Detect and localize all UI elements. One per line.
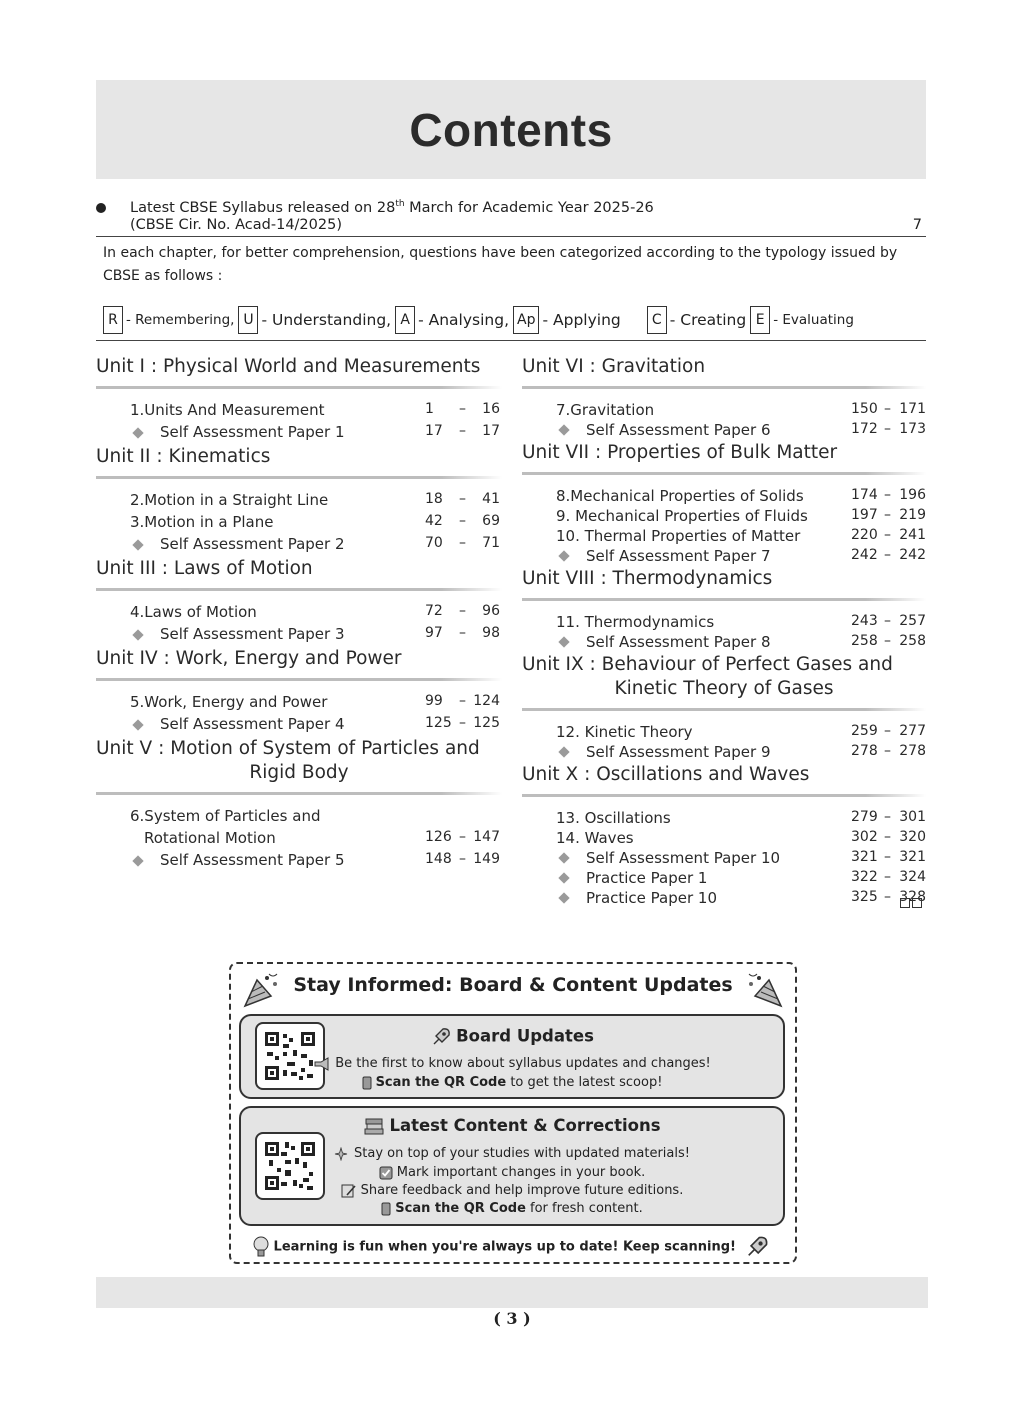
page-start: 302	[851, 829, 878, 845]
unit-divider	[96, 386, 502, 389]
page-start: 197	[851, 507, 878, 523]
page-range-dash: –	[459, 715, 466, 731]
typology-label: - Understanding,	[261, 311, 392, 329]
entry-title: Self Assessment Paper 10	[586, 849, 781, 867]
unit-block	[96, 355, 502, 445]
title-band	[96, 80, 926, 179]
page-range-dash: –	[459, 603, 466, 619]
diamond-bullet-icon	[558, 424, 569, 435]
sub-entry[interactable]	[522, 421, 926, 441]
unit-block	[522, 441, 926, 567]
page-end: 124	[473, 693, 500, 709]
unit-block	[96, 737, 502, 873]
page-start: 243	[851, 613, 878, 629]
page-range-dash: –	[884, 401, 891, 417]
chapter-entry[interactable]	[522, 809, 926, 829]
sub-entry[interactable]	[522, 889, 926, 909]
footer-band	[96, 1277, 928, 1308]
page-end: 16	[482, 401, 500, 417]
books-icon	[363, 1118, 385, 1136]
page-start: 279	[851, 809, 878, 825]
typology-item	[750, 306, 854, 334]
entry-title: Self Assessment Paper 3	[160, 625, 345, 643]
page-start: 148	[425, 851, 452, 867]
content-updates-line-1: Stay on top of your studies with updated materials!	[241, 1146, 783, 1161]
page-end: 17	[482, 423, 500, 439]
rocket-icon	[430, 1026, 452, 1048]
entry-title: 7.Gravitation	[556, 401, 655, 419]
page-end: 242	[899, 547, 926, 563]
page-end: 241	[899, 527, 926, 543]
page-end: 173	[899, 421, 926, 437]
chapter-entry[interactable]	[96, 513, 502, 535]
entry-title: 8.Mechanical Properties of Solids	[556, 487, 804, 505]
page-start: 321	[851, 849, 878, 865]
page-range-dash: –	[459, 693, 466, 709]
page-end: 328	[899, 889, 926, 905]
unit-block	[96, 445, 502, 557]
page-start: 18	[425, 491, 443, 507]
unit-heading: Unit X : Oscillations and Waves	[522, 764, 810, 785]
page-end: 71	[482, 535, 500, 551]
contents-column-left	[96, 355, 502, 873]
page-range-dash: –	[884, 829, 891, 845]
entry-title: Practice Paper 1	[586, 869, 708, 887]
diamond-bullet-icon	[132, 629, 143, 640]
page-start: 150	[851, 401, 878, 417]
page-start: 70	[425, 535, 443, 551]
entry-title: 10. Thermal Properties of Matter	[556, 527, 801, 545]
page-range-dash: –	[459, 535, 466, 551]
entry-title: 4.Laws of Motion	[130, 603, 257, 621]
entry-title: Practice Paper 10	[586, 889, 718, 907]
diamond-bullet-icon	[558, 892, 569, 903]
typology-item	[647, 306, 746, 334]
phone-icon	[362, 1076, 372, 1090]
diamond-bullet-icon	[558, 852, 569, 863]
content-updates-panel	[239, 1106, 785, 1226]
diamond-bullet-icon	[132, 539, 143, 550]
page-end: 301	[899, 809, 926, 825]
unit-block	[522, 355, 926, 441]
content-updates-heading: Latest Content & Corrections	[241, 1116, 783, 1136]
page-start: 174	[851, 487, 878, 503]
board-updates-panel	[239, 1014, 785, 1099]
page-end: 149	[473, 851, 500, 867]
page-start: 1	[425, 401, 434, 417]
entry-title: Self Assessment Paper 5	[160, 851, 345, 869]
typology-item	[238, 306, 391, 334]
page-end: 98	[482, 625, 500, 641]
diamond-bullet-icon	[558, 746, 569, 757]
content-updates-line-4: Scan the QR Code for fresh content.	[241, 1201, 783, 1216]
page-range-dash: –	[459, 491, 466, 507]
page-start: 278	[851, 743, 878, 759]
page-end: 196	[899, 487, 926, 503]
phone-icon	[381, 1202, 391, 1216]
board-updates-line-1: Be the first to know about syllabus updates and changes!	[241, 1056, 783, 1071]
page-range-dash: –	[884, 507, 891, 523]
page-end: 257	[899, 613, 926, 629]
diamond-bullet-icon	[558, 550, 569, 561]
page-end: 277	[899, 723, 926, 739]
divider	[96, 340, 926, 341]
unit-divider	[522, 598, 926, 601]
sparkles-icon	[334, 1147, 350, 1161]
page-start: 220	[851, 527, 878, 543]
unit-heading: Unit I : Physical World and Measurements	[96, 356, 481, 377]
typology-label: - Applying	[542, 311, 621, 329]
entry-title: Self Assessment Paper 9	[586, 743, 771, 761]
unit-divider	[522, 794, 926, 797]
sub-entry[interactable]	[522, 869, 926, 889]
unit-heading: Unit VII : Properties of Bulk Matter	[522, 442, 838, 463]
page-start: 242	[851, 547, 878, 563]
page-range-dash: –	[884, 633, 891, 649]
typology-label: - Evaluating	[773, 312, 854, 328]
page-start: 42	[425, 513, 443, 529]
page-start: 125	[425, 715, 452, 731]
chapter-entry[interactable]	[522, 401, 926, 421]
syllabus-line-2: (CBSE Cir. No. Acad-14/2025)	[130, 217, 342, 233]
page-start: 72	[425, 603, 443, 619]
updates-title: Stay Informed: Board & Content Updates	[293, 974, 733, 996]
light-bulb-icon	[252, 1235, 270, 1259]
unit-heading: Unit III : Laws of Motion	[96, 558, 313, 579]
page-range-dash: –	[459, 625, 466, 641]
entry-title: 2.Motion in a Straight Line	[130, 491, 329, 509]
updates-box	[229, 962, 797, 1264]
page-range-dash: –	[884, 889, 891, 905]
typology-code: Ap	[513, 306, 539, 334]
bullet-icon	[96, 203, 106, 213]
page-end: 324	[899, 869, 926, 885]
page-start: 126	[425, 829, 452, 845]
page-range-dash: –	[884, 527, 891, 543]
unit-block	[522, 567, 926, 653]
unit-block	[96, 647, 502, 737]
unit-divider	[522, 386, 926, 389]
end-mark-icon	[900, 898, 922, 908]
typology-code: E	[750, 306, 770, 334]
page-start: 97	[425, 625, 443, 641]
diamond-bullet-icon	[132, 719, 143, 730]
chapter-entry[interactable]	[522, 829, 926, 849]
typology-code: C	[647, 306, 667, 334]
typology-item	[103, 306, 234, 334]
typology-code: A	[395, 306, 415, 334]
entry-title: Self Assessment Paper 8	[586, 633, 771, 651]
megaphone-icon	[313, 1057, 331, 1071]
content-updates-line-2: Mark important changes in your book.	[241, 1165, 783, 1180]
rocket-icon	[744, 1234, 770, 1260]
page-start: 322	[851, 869, 878, 885]
board-updates-heading: Board Updates	[241, 1026, 783, 1048]
unit-divider	[96, 588, 502, 591]
page-range-dash: –	[884, 421, 891, 437]
page-end: 69	[482, 513, 500, 529]
sub-entry[interactable]	[96, 535, 502, 557]
chapter-entry[interactable]	[522, 723, 926, 743]
page-number: ( 3 )	[493, 1309, 531, 1328]
check-box-icon	[379, 1166, 393, 1180]
entry-title: Self Assessment Paper 6	[586, 421, 771, 439]
sub-entry[interactable]	[96, 851, 502, 873]
typology-label: - Analysing,	[418, 311, 510, 329]
syllabus-line-1: Latest CBSE Syllabus released on 28th March for Academic Year 2025-26	[130, 199, 654, 216]
memo-icon	[341, 1184, 357, 1198]
unit-divider	[522, 708, 926, 711]
chapter-entry[interactable]	[522, 527, 926, 547]
page-end: 278	[899, 743, 926, 759]
unit-divider	[96, 678, 502, 681]
page-range-dash: –	[884, 809, 891, 825]
divider	[96, 236, 926, 237]
page-range-dash: –	[459, 851, 466, 867]
page-end: 125	[473, 715, 500, 731]
entry-title: 5.Work, Energy and Power	[130, 693, 328, 711]
typology-code: U	[238, 306, 258, 334]
entry-title: Self Assessment Paper 2	[160, 535, 345, 553]
page-start: 259	[851, 723, 878, 739]
unit-heading: Unit II : Kinematics	[96, 446, 271, 467]
chapter-entry[interactable]	[96, 603, 502, 625]
diamond-bullet-icon	[558, 872, 569, 883]
sub-entry[interactable]	[522, 633, 926, 653]
page-start: 17	[425, 423, 443, 439]
page-end: 321	[899, 849, 926, 865]
unit-heading: Unit IV : Work, Energy and Power	[96, 648, 402, 669]
diamond-bullet-icon	[558, 636, 569, 647]
entry-title: 6.System of Particles and	[130, 807, 321, 825]
entry-title: 1.Units And Measurement	[130, 401, 325, 419]
entry-title: Self Assessment Paper 1	[160, 423, 345, 441]
page-end: 147	[473, 829, 500, 845]
typology-item	[395, 306, 509, 334]
entry-title: Self Assessment Paper 4	[160, 715, 345, 733]
chapter-entry[interactable]	[96, 401, 502, 423]
page-end: 219	[899, 507, 926, 523]
page-end: 258	[899, 633, 926, 649]
page-range-dash: –	[884, 743, 891, 759]
unit-heading: Unit V : Motion of System of Particles and Rigid Body	[96, 738, 480, 783]
page-range-dash: –	[459, 423, 466, 439]
entry-title: Rotational Motion	[144, 829, 276, 847]
unit-divider	[96, 476, 502, 479]
entry-title: 13. Oscillations	[556, 809, 671, 827]
chapter-entry[interactable]	[96, 693, 502, 715]
page-start: 99	[425, 693, 443, 709]
typology-legend	[103, 305, 926, 335]
chapter-entry[interactable]	[96, 829, 502, 851]
page-range-dash: –	[459, 401, 466, 417]
content-updates-line-3: Share feedback and help improve future editions.	[241, 1183, 783, 1198]
typology-intro: In each chapter, for better comprehension, questions have been categorized according to the typology issued by CBSE as follows :	[103, 245, 898, 284]
unit-block	[522, 763, 926, 909]
page-title: Contents	[409, 103, 613, 156]
page-start: 172	[851, 421, 878, 437]
page-range-dash: –	[884, 723, 891, 739]
page-end: 320	[899, 829, 926, 845]
page-range-dash: –	[884, 869, 891, 885]
sub-entry[interactable]	[522, 547, 926, 567]
diamond-bullet-icon	[132, 855, 143, 866]
board-updates-line-2: Scan the QR Code to get the latest scoop!	[241, 1075, 783, 1090]
unit-divider	[522, 472, 926, 475]
page-start: 258	[851, 633, 878, 649]
entry-title: 11. Thermodynamics	[556, 613, 715, 631]
entry-title: 12. Kinetic Theory	[556, 723, 693, 741]
typology-code: R	[103, 306, 123, 334]
updates-footer: Learning is fun when you're always up to date! Keep scanning!	[231, 1234, 795, 1260]
chapter-entry[interactable]	[96, 807, 502, 829]
page-start: 325	[851, 889, 878, 905]
typology-label: - Remembering,	[126, 312, 235, 328]
unit-heading: Unit VIII : Thermodynamics	[522, 568, 773, 589]
sub-entry[interactable]	[522, 849, 926, 869]
sub-entry[interactable]	[522, 743, 926, 763]
typology-label: - Creating	[669, 311, 747, 329]
page-range-dash: –	[884, 849, 891, 865]
unit-heading: Unit IX : Behaviour of Perfect Gases and Kinetic Theory of Gases	[522, 654, 893, 699]
chapter-entry[interactable]	[522, 487, 926, 507]
unit-block	[96, 557, 502, 647]
chapter-entry[interactable]	[96, 491, 502, 513]
page-end: 41	[482, 491, 500, 507]
unit-heading: Unit VI : Gravitation	[522, 356, 706, 377]
entry-title: 9. Mechanical Properties of Fluids	[556, 507, 808, 525]
unit-block	[522, 653, 926, 763]
chapter-entry[interactable]	[522, 507, 926, 527]
entry-title: 14. Waves	[556, 829, 634, 847]
diamond-bullet-icon	[132, 427, 143, 438]
page-range-dash: –	[884, 547, 891, 563]
typology-item	[513, 306, 621, 334]
party-popper-icon	[745, 970, 787, 1010]
page-range-dash: –	[459, 513, 466, 529]
sub-entry[interactable]	[96, 423, 502, 445]
entry-title: Self Assessment Paper 7	[586, 547, 771, 565]
sub-entry[interactable]	[96, 625, 502, 647]
contents-column-right	[522, 355, 926, 909]
unit-divider	[96, 792, 502, 795]
sub-entry[interactable]	[96, 715, 502, 737]
entry-title: 3.Motion in a Plane	[130, 513, 274, 531]
page-end: 171	[899, 401, 926, 417]
page-range-dash: –	[459, 829, 466, 845]
page-end: 96	[482, 603, 500, 619]
page-range-dash: –	[884, 487, 891, 503]
syllabus-page-number: 7	[912, 217, 922, 233]
chapter-entry[interactable]	[522, 613, 926, 633]
page-range-dash: –	[884, 613, 891, 629]
